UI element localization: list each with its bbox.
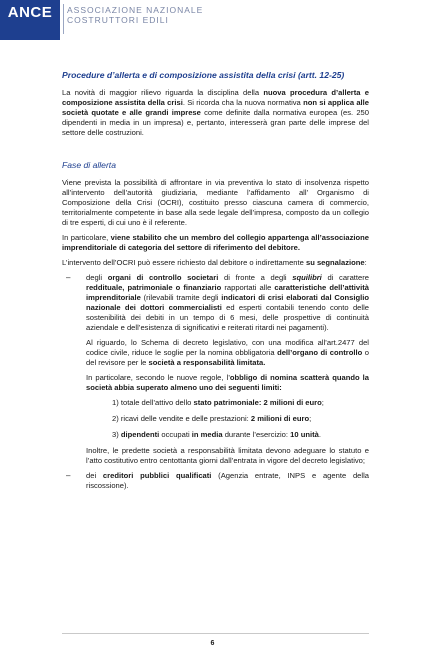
text-bold: dell’organo di controllo: [277, 348, 363, 357]
text: durante l’esercizio:: [222, 430, 291, 439]
text: :: [364, 258, 367, 267]
text: degli: [86, 273, 108, 282]
text: ;: [309, 414, 312, 423]
text: di fronte a degli: [218, 273, 293, 282]
section-title: Procedure d’allerta e di composizione assistita della crisi (artt. 12-25): [62, 70, 345, 80]
text-bold: 10 unità: [290, 430, 319, 439]
text: In particolare, secondo le nuove regole, l’: [86, 373, 230, 382]
subsection-title: Fase di allerta: [62, 160, 116, 170]
organization-name: [67, 5, 203, 25]
text: 3): [112, 430, 121, 439]
text: La novità di maggior rilievo riguarda la disciplina della: [62, 88, 264, 97]
text: .: [318, 430, 321, 439]
text: (rilevabili tramite degli: [140, 293, 222, 302]
text-bold: nuova procedura d’allerta e composizione assistita della crisi: [62, 88, 370, 107]
list-item-creditori-pubblici: [62, 471, 369, 491]
text-bold: su segnalazione: [305, 258, 365, 267]
text-bold: creditori pubblici qualificati: [102, 471, 212, 480]
paragraph-ocri: Viene prevista la possibilità di affrontare in via preventiva lo stato di insolvenza rispetto all’intervento dell’autorità giudiziaria, mediante l’affidamento all’ Organismo di Composizione della Crisi (OCRI), costituito presso ciascuna camera di commercio, territorialmente competente in base alla sede legale dell’impresa, composto da un collegio di tre esperti, di cui uno è il referente.: [62, 178, 369, 227]
text: Al riguardo, lo Schema di decreto legislativo, con una modifica all’art.2477 del codice civile, riduce le soglie per la nomina obbligatoria: [86, 338, 369, 357]
page-header: [0, 0, 425, 40]
text-bold: 2 milioni di euro: [250, 414, 310, 423]
list-item-text: [86, 273, 369, 333]
text-bold: organi di controllo societari: [107, 273, 219, 282]
text-bold: in media: [191, 430, 223, 439]
limit-item-1: [112, 398, 369, 408]
org-line-2: COSTRUTTORI EDILI: [67, 15, 169, 25]
text: come definite dalla normativa europea (es. 250 dipendenti in media in un impresa) e, pertanto, interesserà gran parte delle imprese del settore delle costruzioni.: [62, 108, 369, 137]
text: 1) totale dell’attivo dello: [112, 398, 194, 407]
text-bold: reddituale, patrimoniale o finanziario: [86, 283, 222, 292]
list-item-text-obbligo: [86, 373, 369, 393]
text: In particolare,: [62, 233, 111, 242]
text-bold: stato patrimoniale: 2 milioni di euro: [193, 398, 322, 407]
text-bold: obbligo di nomina scatterà quando la società abbia superato almeno uno dei seguenti limiti:: [86, 373, 369, 392]
text: di carattere: [321, 273, 369, 282]
document-body: [62, 70, 369, 496]
text: (Agenzia entrate, INPS e agente della riscossione).: [86, 471, 369, 490]
text: . Si ricorda cha la nuova normativa: [182, 98, 304, 107]
text-bold: indicatori di crisi elaborati dal Consiglio nazionale dei dottori commercialisti: [86, 293, 370, 312]
limit-item-3: [112, 430, 369, 440]
text: o del revisore per le: [86, 348, 369, 367]
limits-list: [86, 398, 369, 440]
footer-divider: [62, 633, 369, 634]
text-bold: caratteristiche dell’attività imprenditoriale: [86, 283, 369, 302]
paragraph-collegio: [62, 233, 369, 253]
intro-paragraph: [62, 88, 369, 138]
text: 2) ricavi delle vendite e delle prestazioni:: [112, 414, 251, 423]
text: L’intervento dell’OCRI può essere richiesto dal debitore o indirettamente: [62, 258, 306, 267]
ance-logo: ANCE: [0, 0, 60, 40]
text: rapportati alle: [221, 283, 275, 292]
text-bold: non si applica alle società quotate e alle grandi imprese: [62, 98, 369, 117]
text: ed esperti contabili tenendo conto delle sostenibilità dei debiti in un tempo di 6 mesi, delle prospettive di continuità aziendale e dell’esistenza di significativi e reiterati ritardi nei pagamenti).: [86, 303, 369, 332]
text-bold: dipendenti: [120, 430, 160, 439]
list-item-text: [86, 471, 369, 491]
text-bold: società a responsabilità limitata.: [148, 358, 266, 367]
text: ;: [321, 398, 324, 407]
text: occupati: [159, 430, 192, 439]
text-bold-italic: squilibri: [292, 273, 322, 282]
org-line-1: ASSOCIAZIONE NAZIONALE: [67, 5, 204, 15]
page-number: 6: [210, 640, 215, 647]
reporters-list: [62, 273, 369, 491]
text: dei: [86, 471, 103, 480]
limit-item-2: [112, 414, 369, 424]
list-item-text-statuto: Inoltre, le predette società a responsabilità limitata devono adeguare lo statuto e l’atto costitutivo entro centottanta giorni dall’entrata in vigore del decreto legislativo;: [86, 446, 369, 465]
paragraph-segnalazione: [62, 258, 369, 268]
list-item-text-decreto: [86, 338, 369, 368]
text-bold: viene stabilito che un membro del collegio appartenga all’associazione imprenditoriale di categoria del settore di riferimento del debitore.: [62, 233, 369, 252]
list-item-organi-controllo: [62, 273, 369, 466]
logo-divider: [63, 4, 64, 34]
